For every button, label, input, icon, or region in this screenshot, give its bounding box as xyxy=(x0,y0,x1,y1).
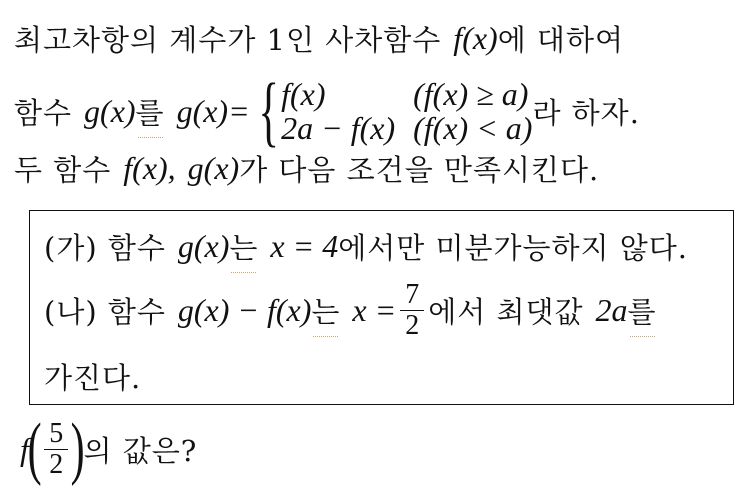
numerator: 5 xyxy=(49,417,64,449)
equation: x = 4 xyxy=(270,228,339,264)
case-2-cond: (f(x) < a) xyxy=(413,110,533,146)
fraction-7-2 xyxy=(400,280,424,341)
fraction-5-2 xyxy=(44,419,68,480)
particle-reul: 를 xyxy=(628,290,657,331)
function-g: g(x) xyxy=(177,228,230,264)
condition-label: (가) 함수 xyxy=(44,231,166,265)
question-line xyxy=(20,410,198,487)
denominator: 2 xyxy=(405,310,420,341)
problem-line-2 xyxy=(14,67,640,154)
piecewise-definition xyxy=(254,67,533,154)
function-g-def: g(x)= xyxy=(176,92,250,129)
function-f: f xyxy=(20,430,29,467)
problem-line-3 xyxy=(14,148,599,189)
numerator: 7 xyxy=(405,279,420,310)
problem-text: 최고차항의 계수가 1인 사차함수 xyxy=(14,23,442,57)
right-paren: ) xyxy=(70,410,85,487)
condition-na xyxy=(44,280,657,341)
condition-text: 에서만 미분가능하지 않다. xyxy=(338,231,689,265)
denominator: 2 xyxy=(49,448,64,480)
condition-text: 가진다. xyxy=(44,361,142,395)
equation: x = xyxy=(352,292,397,328)
condition-label: (나) 함수 xyxy=(44,295,166,329)
particle-neun: 는 xyxy=(229,226,258,267)
particle-reul: 를 xyxy=(136,91,165,132)
problem-text: 에 대하여 xyxy=(497,23,624,57)
case-2-expr: 2a − f(x) xyxy=(281,110,396,146)
function-g: g(x) xyxy=(84,92,136,129)
function-f: f(x) xyxy=(453,20,498,56)
expression: g(x) − f(x) xyxy=(177,292,312,328)
condition-ga xyxy=(44,226,688,267)
problem-text: 라 하자. xyxy=(532,95,640,130)
particle-neun: 는 xyxy=(311,290,340,331)
function-g: g(x) xyxy=(187,150,240,186)
max-value: 2a xyxy=(595,292,628,328)
problem-line-1 xyxy=(14,18,624,59)
case-1-expr: f(x) xyxy=(281,76,326,112)
case-1-cond: (f(x) ≥ a) xyxy=(413,76,529,112)
problem-text: 두 함수 xyxy=(14,153,112,187)
left-brace: { xyxy=(258,67,279,154)
function-f: f(x), xyxy=(123,150,176,186)
problem-text: 가 다음 조건을 만족시킨다. xyxy=(239,153,600,187)
condition-na-continued xyxy=(44,356,141,397)
problem-text: 함수 xyxy=(14,95,73,130)
left-paren: ( xyxy=(27,410,42,487)
question-text: 의 값은? xyxy=(83,433,198,468)
condition-text: 에서 최댓값 xyxy=(428,295,584,329)
